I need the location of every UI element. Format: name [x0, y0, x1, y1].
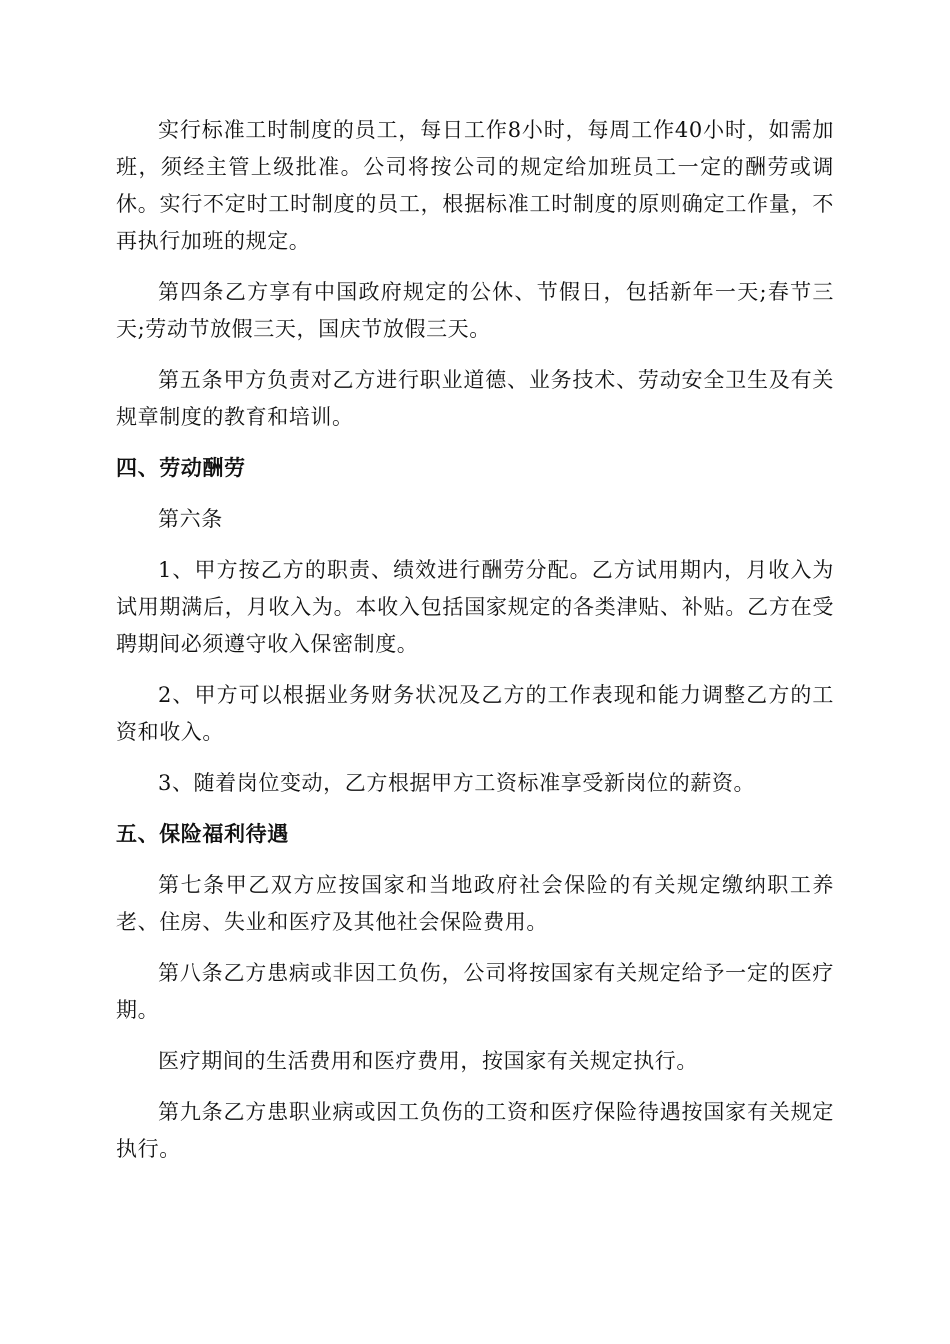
paragraph-article-6-item-2: 2、甲方可以根据业务财务状况及乙方的工作表现和能力调整乙方的工资和收入。: [116, 683, 834, 744]
section-heading-remuneration: 四、劳动酬劳: [116, 456, 246, 480]
paragraph-article-8: 第八条乙方患病或非因工负伤，公司将按国家有关规定给予一定的医疗期。: [116, 961, 834, 1022]
paragraph-article-9: 第九条乙方患职业病或因工负伤的工资和医疗保险待遇按国家有关规定执行。: [116, 1100, 834, 1161]
paragraph-working-hours: 实行标准工时制度的员工，每日工作8小时，每周工作40小时，如需加班，须经主管上级批准。公司将按公司的规定给加班员工一定的酬劳或调休。实行不定时工时制度的员工，根据标准工时制度的原则确定工作量，不再执行加班的规定。: [116, 118, 834, 253]
document-body: [116, 112, 834, 1182]
paragraph-article-7: 第七条甲乙双方应按国家和当地政府社会保险的有关规定缴纳职工养老、住房、失业和医疗及其他社会保险费用。: [116, 873, 834, 934]
paragraph-article-6-item-1: 1、甲方按乙方的职责、绩效进行酬劳分配。乙方试用期内，月收入为试用期满后，月收入为。本收入包括国家规定的各类津贴、补贴。乙方在受聘期间必须遵守收入保密制度。: [116, 558, 834, 656]
paragraph-medical-expenses: 医疗期间的生活费用和医疗费用，按国家有关规定执行。: [158, 1049, 698, 1073]
paragraph-article-5: 第五条甲方负责对乙方进行职业道德、业务技术、劳动安全卫生及有关规章制度的教育和培训。: [116, 368, 834, 429]
paragraph-article-6-item-3: 3、随着岗位变动，乙方根据甲方工资标准享受新岗位的薪资。: [158, 771, 756, 795]
paragraph-article-4: 第四条乙方享有中国政府规定的公休、节假日，包括新年一天;春节三天;劳动节放假三天，国庆节放假三天。: [116, 280, 834, 341]
paragraph-article-6: 第六条: [158, 507, 223, 531]
section-heading-insurance-benefits: 五、保险福利待遇: [116, 822, 289, 846]
